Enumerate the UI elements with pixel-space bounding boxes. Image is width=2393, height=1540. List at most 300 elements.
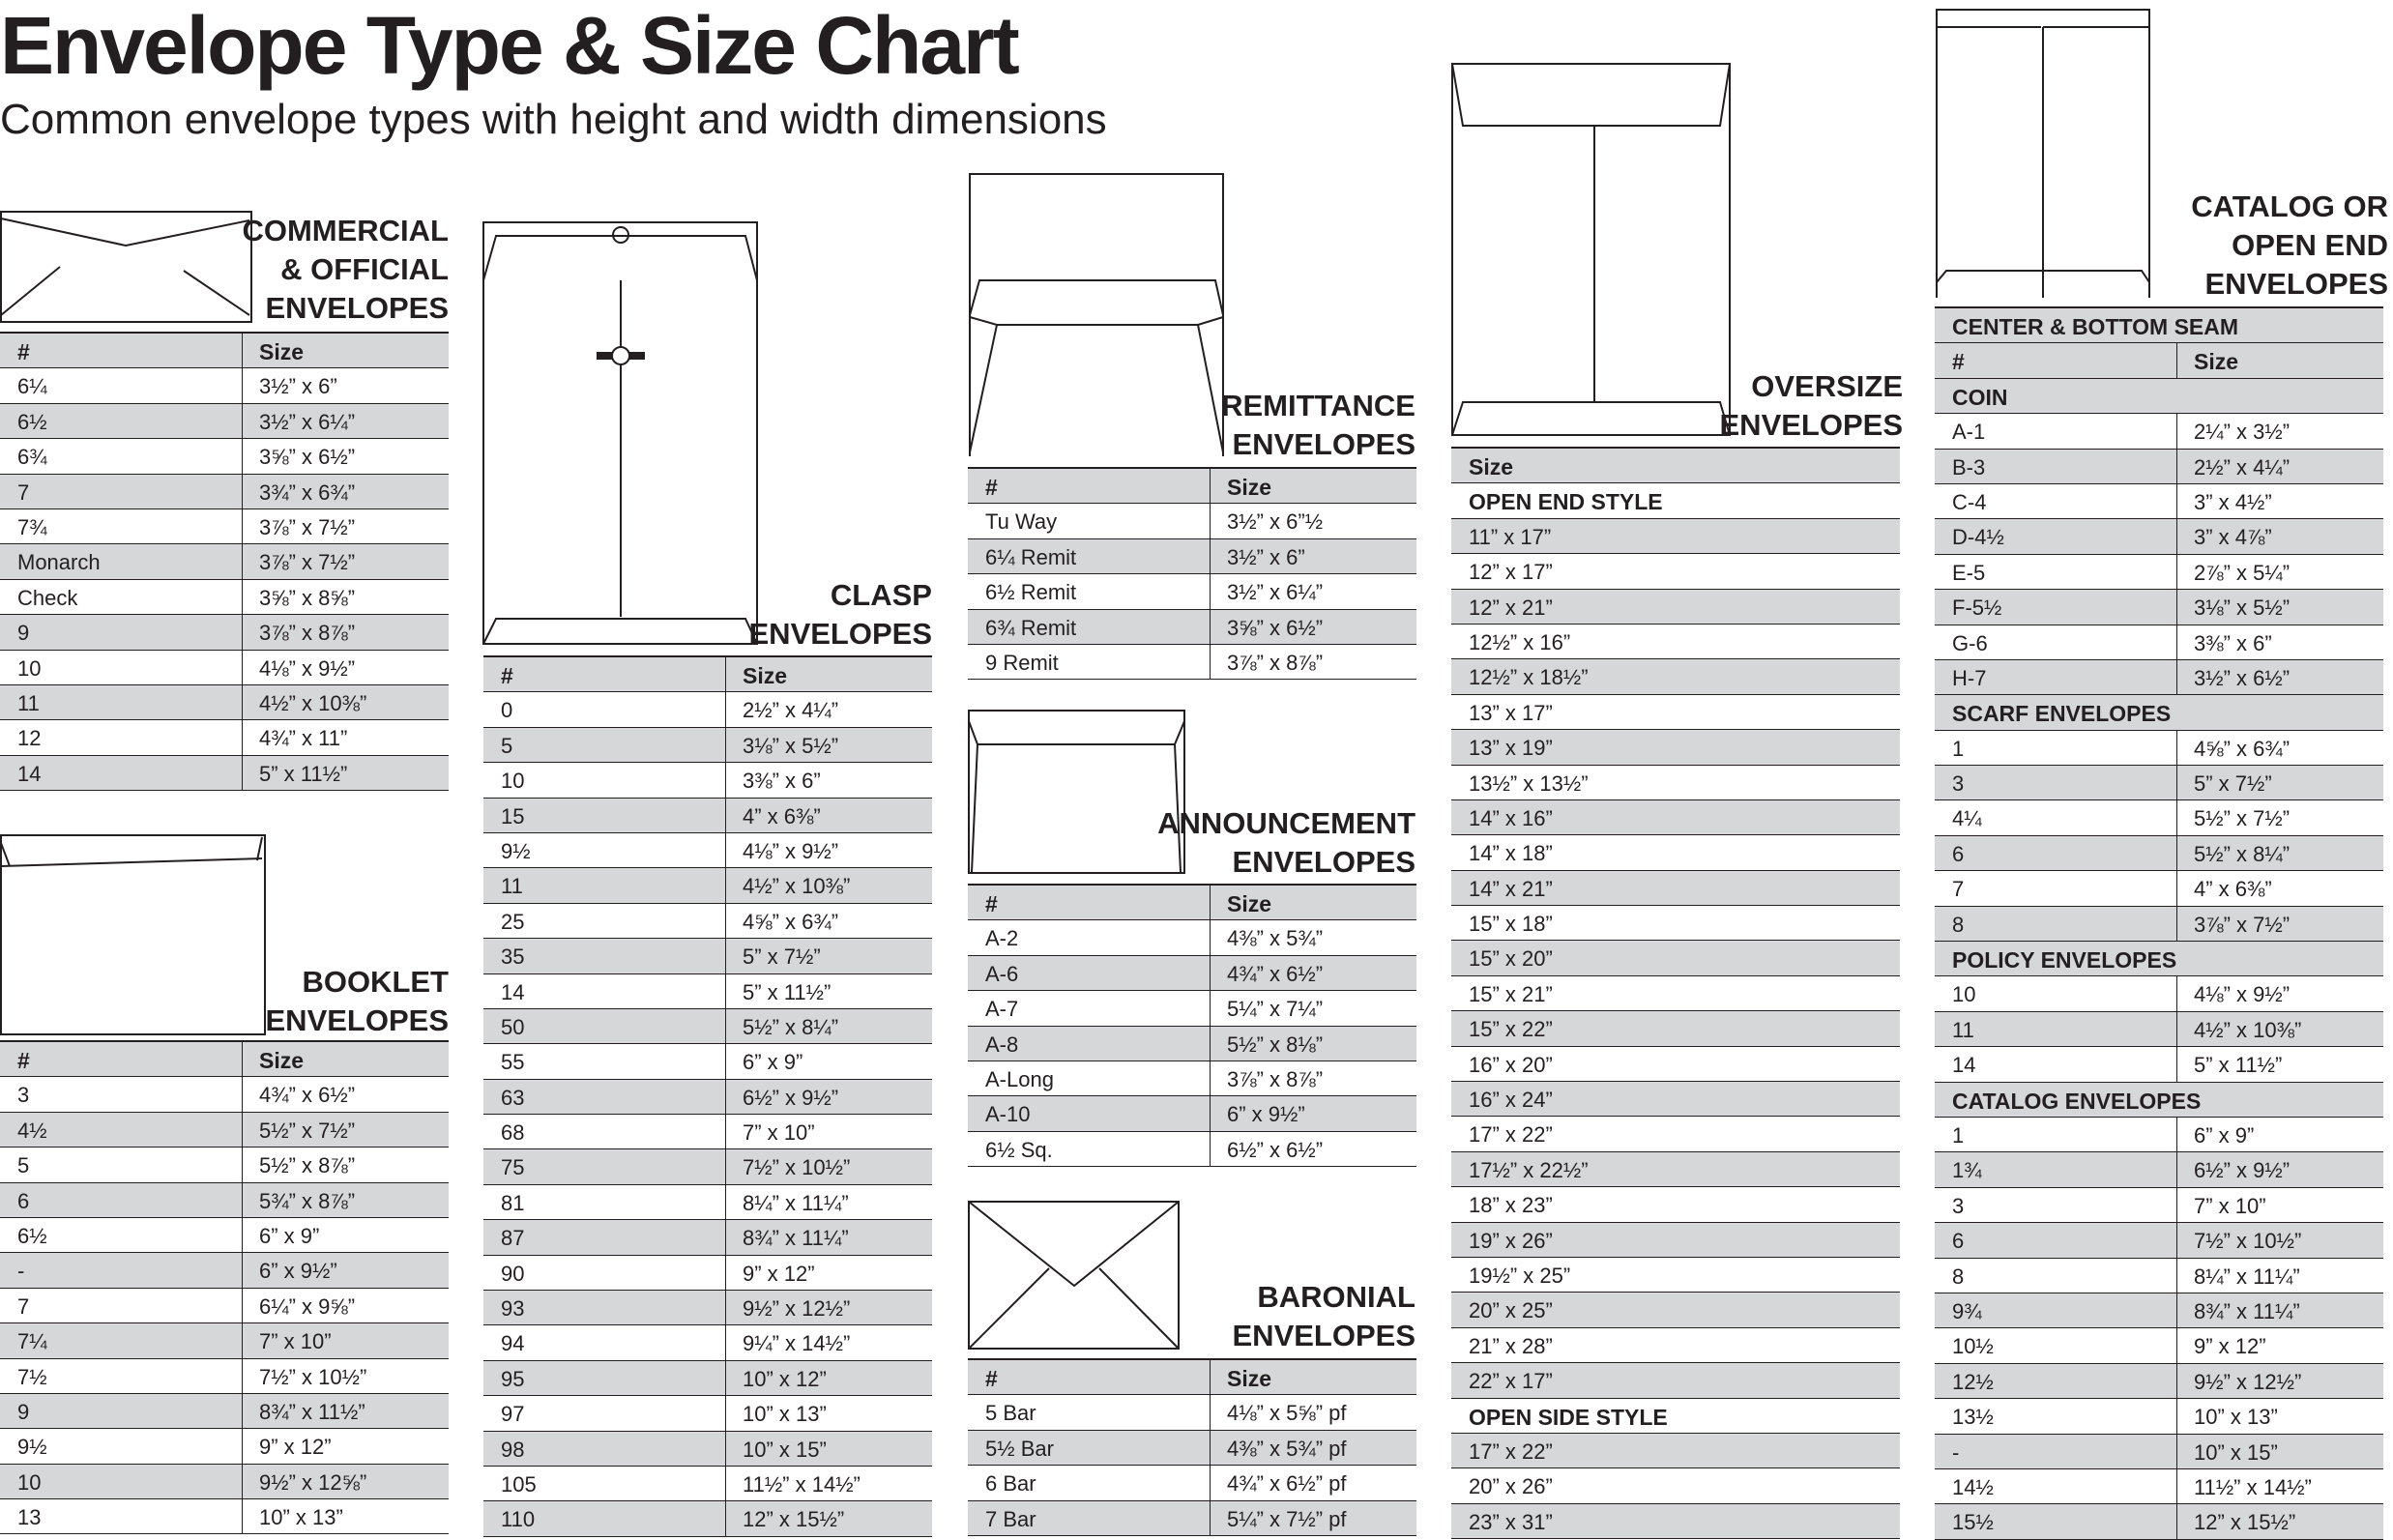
cell-number: 1 (1952, 736, 1965, 761)
cell-size: 6” x 9½” (1227, 1102, 1305, 1127)
cell-size: 7½” x 10½” (2194, 1229, 2302, 1254)
group-label (1935, 308, 2383, 343)
cell-number: A-7 (985, 997, 1019, 1022)
cell-size: 3” x 4⅞” (2194, 525, 2272, 550)
cell-size: 3” x 4½” (2194, 489, 2272, 514)
cell-number: 35 (501, 944, 525, 970)
cell-number: 12½ (1952, 1369, 1994, 1394)
cell-size: 10” x 15” (2194, 1439, 2278, 1465)
table-row (1451, 1434, 1900, 1468)
cell-size: 7½” x 10½” (259, 1364, 367, 1389)
cell-size: 3⅞” x 8⅞” (1227, 650, 1324, 675)
cell-size: 3⅝” x 6½” (1227, 615, 1324, 640)
cell-size: 6” x 9” (743, 1050, 803, 1075)
cell-number: 7 Bar (985, 1506, 1036, 1531)
table-row (1451, 941, 1900, 975)
cell-number: 11 (17, 690, 40, 715)
header-number: # (501, 663, 513, 688)
table-row (968, 1466, 1416, 1500)
cell-size: 19” x 26” (1469, 1228, 1553, 1253)
cell-size: 8¼” x 11¼” (743, 1190, 849, 1215)
booklet-envelope-icon (0, 833, 267, 1036)
cell-size: 3⅜” x 6” (743, 769, 821, 794)
cell-size: 17½” x 22½” (1469, 1157, 1589, 1182)
cell-number: 6 (17, 1188, 30, 1213)
table-row (0, 756, 449, 791)
cell-number: 3 (1952, 1193, 1965, 1218)
table-row (1451, 976, 1900, 1011)
cell-size: 10” x 13” (743, 1402, 827, 1427)
table-row (1935, 555, 2383, 590)
table-row (483, 799, 932, 833)
table-row (1451, 1328, 1900, 1363)
table-row (1935, 1469, 2383, 1504)
table-header (0, 1042, 449, 1077)
cell-number: 14 (1952, 1053, 1976, 1078)
table-row (483, 728, 932, 763)
cell-number: G-6 (1952, 630, 1988, 655)
cell-size: 3⅝” x 6½” (259, 445, 356, 470)
cell-size: 11½” x 14½” (743, 1471, 861, 1496)
cell-size: 18” x 23” (1469, 1193, 1553, 1218)
cell-size: 3⅛” x 5½” (743, 733, 839, 758)
table-row (483, 692, 932, 727)
cell-number: 6 (1952, 841, 1965, 866)
cell-size: 7½” x 10½” (743, 1155, 851, 1180)
table-row (968, 1431, 1416, 1466)
cell-size: 6½” x 6½” (1227, 1137, 1324, 1162)
table-row (0, 720, 449, 755)
cell-size: 2½” x 4¼” (743, 698, 839, 723)
table-row (483, 763, 932, 798)
cell-number: 6¼ (17, 374, 47, 399)
group-title: POLICY ENVELOPES (1952, 947, 2177, 973)
group-title: SCARF ENVELOPES (1952, 701, 2172, 727)
table-row (968, 1501, 1416, 1536)
table-row (1935, 907, 2383, 942)
header-number: # (985, 891, 998, 916)
table-row (1451, 800, 1900, 835)
cell-number: 6½ (17, 409, 47, 434)
table-row (1935, 1188, 2383, 1223)
cell-number: A-6 (985, 961, 1019, 986)
cell-size: 8¾” x 11¼” (743, 1226, 849, 1251)
cell-size: 4⅛” x 9½” (743, 838, 839, 863)
oversize-table (1451, 447, 1900, 1539)
table-row (483, 1044, 932, 1079)
table-row (483, 868, 932, 903)
table-row (1935, 660, 2383, 695)
table-row (1935, 1293, 2383, 1328)
cell-size: 14” x 21” (1469, 876, 1553, 901)
cell-number: 97 (501, 1402, 525, 1427)
cell-number: 10 (501, 769, 525, 794)
table-row (483, 1185, 932, 1220)
cell-size: 13” x 19” (1469, 736, 1553, 761)
cell-number: A-2 (985, 926, 1019, 951)
table-row (1935, 484, 2383, 519)
table-row (1451, 590, 1900, 625)
baronial-title: BARONIAL ENVELOPES (1232, 1280, 1415, 1352)
table-row (483, 904, 932, 939)
cell-size: 9½” x 12½” (2194, 1369, 2302, 1394)
cell-size: 3½” x 6” (259, 374, 337, 399)
table-row (1451, 1011, 1900, 1046)
cell-number: 75 (501, 1155, 525, 1180)
table-row (0, 615, 449, 650)
cell-number: C-4 (1952, 489, 1987, 514)
table-row (0, 1113, 449, 1148)
cell-size: 4⅝” x 6¾” (743, 909, 839, 934)
cell-number: 5 Bar (985, 1401, 1036, 1426)
cell-size: 9” x 12” (743, 1261, 815, 1286)
table-row (0, 1183, 449, 1218)
group-label (1935, 1083, 2383, 1118)
cell-size: 4¾” x 6½” pf (1227, 1471, 1347, 1496)
commercial-envelope-icon (0, 211, 253, 325)
table-row (0, 1218, 449, 1253)
cell-size: 5” x 7½” (743, 944, 821, 970)
table-row (1451, 1504, 1900, 1539)
cell-size: 12” x 15½” (743, 1507, 845, 1532)
cell-number: 5½ Bar (985, 1436, 1054, 1461)
cell-size: 13½” x 13½” (1469, 770, 1589, 796)
table-row (1451, 1152, 1900, 1187)
cell-number: 13½ (1952, 1405, 1994, 1430)
cell-size: 10” x 13” (2194, 1405, 2278, 1430)
cell-size: 4½” x 10⅜” (743, 874, 851, 899)
cell-number: 9 (17, 1399, 30, 1424)
cell-size: 4½” x 10⅜” (2194, 1017, 2302, 1042)
cell-size: 12” x 21” (1469, 595, 1553, 620)
cell-size: 12” x 15½” (2194, 1510, 2296, 1535)
cell-number: 94 (501, 1331, 525, 1356)
group-title: CATALOG ENVELOPES (1952, 1088, 2202, 1114)
clasp-envelope-icon (482, 220, 759, 648)
cell-size: 3½” x 6½” (2194, 665, 2291, 690)
cell-size: 3⅞” x 8⅞” (259, 621, 356, 646)
table-header (968, 469, 1416, 504)
cell-size: 3½” x 6”½ (1227, 509, 1324, 535)
page-subtitle: Common envelope types with height and width dimensions (0, 96, 1107, 143)
cell-number: 8 (1952, 1264, 1965, 1289)
cell-size: 17” x 22” (1469, 1122, 1553, 1148)
table-row (0, 1359, 449, 1394)
table-row (968, 1061, 1416, 1096)
cell-size: 12½” x 16” (1469, 629, 1571, 654)
cell-number: F-5½ (1952, 596, 2002, 621)
table-row (483, 1220, 932, 1255)
group-title: OPEN END STYLE (1469, 489, 1663, 515)
cell-size: 10” x 13” (259, 1505, 343, 1530)
cell-size: 13” x 17” (1469, 700, 1553, 725)
cell-number: 8 (1952, 912, 1965, 937)
header-number: # (17, 1048, 30, 1073)
catalog-envelope-icon (1935, 8, 2153, 300)
cell-size: 15” x 22” (1469, 1017, 1553, 1042)
clasp-title: CLASP ENVELOPES (748, 578, 932, 651)
cell-number: 5 (17, 1153, 30, 1178)
table-row (0, 404, 449, 439)
cell-size: 5½” x 8¼” (2194, 841, 2291, 866)
table-row (483, 1080, 932, 1115)
table-row (968, 539, 1416, 574)
cell-number: Check (17, 585, 78, 610)
table-row (1935, 1399, 2383, 1434)
cell-size: 16” x 24” (1469, 1088, 1553, 1113)
table-row (1451, 519, 1900, 554)
cell-size: 8¾” x 11¼” (2194, 1298, 2300, 1323)
cell-size: 5½” x 8¼” (743, 1014, 839, 1039)
cell-size: 4⅛” x 5⅝” pf (1227, 1401, 1347, 1426)
table-row (968, 504, 1416, 538)
table-row (1935, 1504, 2383, 1539)
table-row (968, 991, 1416, 1026)
cell-number: A-1 (1952, 420, 1986, 445)
announcement-title: ANNOUNCEMENT ENVELOPES (1157, 806, 1415, 879)
cell-number: A-8 (985, 1032, 1019, 1057)
table-row (1451, 1293, 1900, 1327)
cell-number: 9¾ (1952, 1298, 1982, 1323)
cell-number: 81 (501, 1190, 525, 1215)
table-row (1935, 1223, 2383, 1258)
table-row (1451, 730, 1900, 765)
cell-number: B-3 (1952, 454, 1986, 479)
page-title: Envelope Type & Size Chart (0, 0, 1018, 91)
cell-size: 9” x 12” (259, 1435, 332, 1460)
table-header (1451, 449, 1900, 483)
table-row (968, 1132, 1416, 1167)
table-row (483, 1325, 932, 1360)
cell-size: 17” x 22” (1469, 1438, 1553, 1464)
table-row (0, 1077, 449, 1112)
table-row (483, 1432, 932, 1467)
cell-size: 6” x 9” (259, 1223, 320, 1248)
cell-size: 5½” x 7½” (2194, 806, 2291, 831)
cell-number: 10½ (1952, 1334, 1994, 1359)
table-row (483, 1149, 932, 1184)
cell-size: 19½” x 25” (1469, 1263, 1571, 1288)
cell-size: 9½” x 12½” (743, 1296, 851, 1322)
table-row (1451, 906, 1900, 941)
cell-size: 15” x 18” (1469, 912, 1553, 937)
baronial-envelope-icon (968, 1201, 1181, 1351)
table-row (483, 1501, 932, 1536)
header-size: Size (1227, 1366, 1272, 1391)
cell-number: 6 Bar (985, 1471, 1036, 1496)
cell-number: 6 (1952, 1229, 1965, 1254)
table-row (0, 1499, 449, 1534)
cell-size: 14” x 18” (1469, 841, 1553, 866)
cell-number: 6¾ Remit (985, 615, 1077, 640)
cell-size: 3⅞” x 7½” (259, 514, 356, 539)
table-row (1935, 800, 2383, 835)
cell-size: 21” x 28” (1469, 1333, 1553, 1358)
table-row (968, 920, 1416, 955)
cell-number: 55 (501, 1050, 525, 1075)
table-row (1935, 1118, 2383, 1152)
cell-number: - (17, 1259, 25, 1284)
cell-number: 3 (17, 1083, 30, 1108)
table-row (1935, 1152, 2383, 1187)
table-row (1451, 1258, 1900, 1293)
cell-number: 15 (501, 803, 525, 828)
table-row (1935, 976, 2383, 1011)
cell-size: 4⅛” x 9½” (2194, 982, 2291, 1007)
header-size: Size (743, 663, 788, 688)
cell-number: A-Long (985, 1066, 1054, 1091)
cell-number: E-5 (1952, 560, 1986, 585)
table-row (1935, 1328, 2383, 1363)
table-row (1451, 659, 1900, 694)
group-title: COIN (1952, 384, 2008, 410)
table-row (1935, 450, 2383, 484)
table-row (483, 1361, 932, 1396)
cell-size: 4¾” x 6½” (1227, 961, 1324, 986)
cell-number: 13 (17, 1505, 42, 1530)
table-row (1451, 1047, 1900, 1082)
cell-size: 5¾” x 8⅞” (259, 1188, 356, 1213)
table-row (968, 610, 1416, 645)
table-header (1935, 343, 2383, 378)
cell-size: 4⅜” x 5¾” pf (1227, 1436, 1347, 1461)
group-title: OPEN SIDE STYLE (1469, 1404, 1668, 1430)
header-size: Size (1227, 475, 1272, 500)
cell-number: 7½ (17, 1364, 47, 1389)
table-row (968, 1395, 1416, 1430)
group-label (1935, 695, 2383, 730)
table-row (1451, 1082, 1900, 1117)
cell-number: Monarch (17, 550, 101, 575)
cell-size: 6½” x 9½” (743, 1085, 839, 1110)
cell-size: 5½” x 8⅞” (259, 1153, 356, 1178)
header-number: # (985, 1366, 998, 1391)
table-row (1935, 871, 2383, 906)
table-row (1451, 1117, 1900, 1151)
cell-number: 6½ (17, 1223, 47, 1248)
cell-number: 14 (501, 979, 525, 1004)
cell-size: 3½” x 6¼” (259, 409, 356, 434)
cell-number: 9½ (17, 1435, 47, 1460)
cell-number: 12 (17, 726, 42, 751)
cell-number: 15½ (1952, 1510, 1994, 1535)
table-row (1935, 590, 2383, 625)
cell-size: 5½” x 8⅛” (1227, 1032, 1324, 1057)
table-row (483, 939, 932, 973)
cell-number: 6½ Remit (985, 580, 1077, 605)
catalog-title: CATALOG OR OPEN END ENVELOPES (2191, 189, 2388, 301)
group-label (1935, 379, 2383, 414)
cell-size: 3⅞” x 7½” (2194, 912, 2291, 937)
cell-size: 6¼” x 9⅝” (259, 1293, 356, 1319)
cell-size: 9” x 12” (2194, 1334, 2266, 1359)
table-row (1451, 554, 1900, 589)
cell-size: 11” x 17” (1469, 524, 1552, 549)
table-row (1935, 731, 2383, 766)
table-row (0, 368, 449, 403)
cell-size: 15” x 20” (1469, 946, 1553, 972)
cell-size: 2⅞” x 5¼” (2194, 560, 2291, 585)
cell-number: 93 (501, 1296, 525, 1322)
table-row (0, 439, 449, 474)
header-size: Size (1469, 454, 1514, 479)
cell-size: 7” x 10” (259, 1329, 332, 1354)
cell-size: 2½” x 4¼” (2194, 454, 2291, 479)
table-row (0, 1465, 449, 1499)
cell-number: 68 (501, 1120, 525, 1146)
table-row (1451, 1363, 1900, 1398)
cell-size: 4⅜” x 5¾” (1227, 926, 1324, 951)
cell-number: 7¼ (17, 1329, 47, 1354)
table-row (1935, 414, 2383, 449)
table-row (1451, 695, 1900, 730)
booklet-title: BOOKLET ENVELOPES (265, 965, 449, 1037)
cell-size: 14” x 16” (1469, 805, 1553, 830)
header-size: Size (2194, 349, 2239, 375)
table-row (1935, 625, 2383, 660)
cell-number: 14½ (1952, 1474, 1994, 1499)
table-header (968, 886, 1416, 920)
cell-size: 20” x 25” (1469, 1298, 1553, 1323)
clasp-table (483, 655, 932, 1537)
cell-number: 10 (1952, 982, 1976, 1007)
header-size: Size (1227, 891, 1272, 916)
cell-size: 2¼” x 3½” (2194, 420, 2291, 445)
table-row (483, 1396, 932, 1431)
table-row (1451, 1187, 1900, 1222)
group-label (1451, 483, 1900, 518)
table-row (1451, 871, 1900, 906)
header-size: Size (259, 339, 305, 364)
group-label (1935, 942, 2383, 976)
cell-size: 6½” x 9½” (2194, 1158, 2291, 1183)
cell-number: 105 (501, 1471, 537, 1496)
cell-number: A-10 (985, 1102, 1031, 1127)
baronial-table (968, 1358, 1416, 1536)
cell-number: 95 (501, 1366, 525, 1391)
announcement-envelope-icon (968, 710, 1186, 876)
header-number: # (985, 475, 998, 500)
cell-number: 50 (501, 1014, 525, 1039)
header-number: # (17, 339, 30, 364)
cell-size: 8¼” x 11¼” (2194, 1264, 2300, 1289)
group-title: CENTER & BOTTOM SEAM (1952, 314, 2239, 339)
cell-size: 10” x 15” (743, 1437, 827, 1462)
cell-size: 3⅞” x 8⅞” (1227, 1066, 1324, 1091)
cell-size: 5” x 11½” (2194, 1053, 2283, 1078)
table-row (968, 956, 1416, 991)
cell-size: 3⅛” x 5½” (2194, 596, 2291, 621)
cell-size: 3⅞” x 7½” (259, 550, 356, 575)
cell-size: 3⅝” x 8⅝” (259, 585, 356, 610)
table-header (0, 334, 449, 368)
cell-size: 3½” x 6” (1227, 544, 1305, 569)
cell-size: 3¾” x 6¾” (259, 479, 356, 505)
cell-size: 16” x 20” (1469, 1052, 1553, 1077)
cell-number: 110 (501, 1507, 536, 1532)
cell-number: 7 (17, 1293, 30, 1319)
oversize-title: OVERSIZE ENVELOPES (1719, 369, 1903, 442)
cell-size: 5¼” x 7½” pf (1227, 1506, 1347, 1531)
cell-number: 87 (501, 1226, 525, 1251)
cell-number: 9 (17, 621, 30, 646)
cell-number: 11 (1952, 1017, 1974, 1042)
table-row (1935, 1012, 2383, 1047)
table-row (1451, 625, 1900, 659)
table-row (0, 475, 449, 509)
cell-size: 9¼” x 14½” (743, 1331, 851, 1356)
remittance-envelope-icon (968, 172, 1227, 458)
